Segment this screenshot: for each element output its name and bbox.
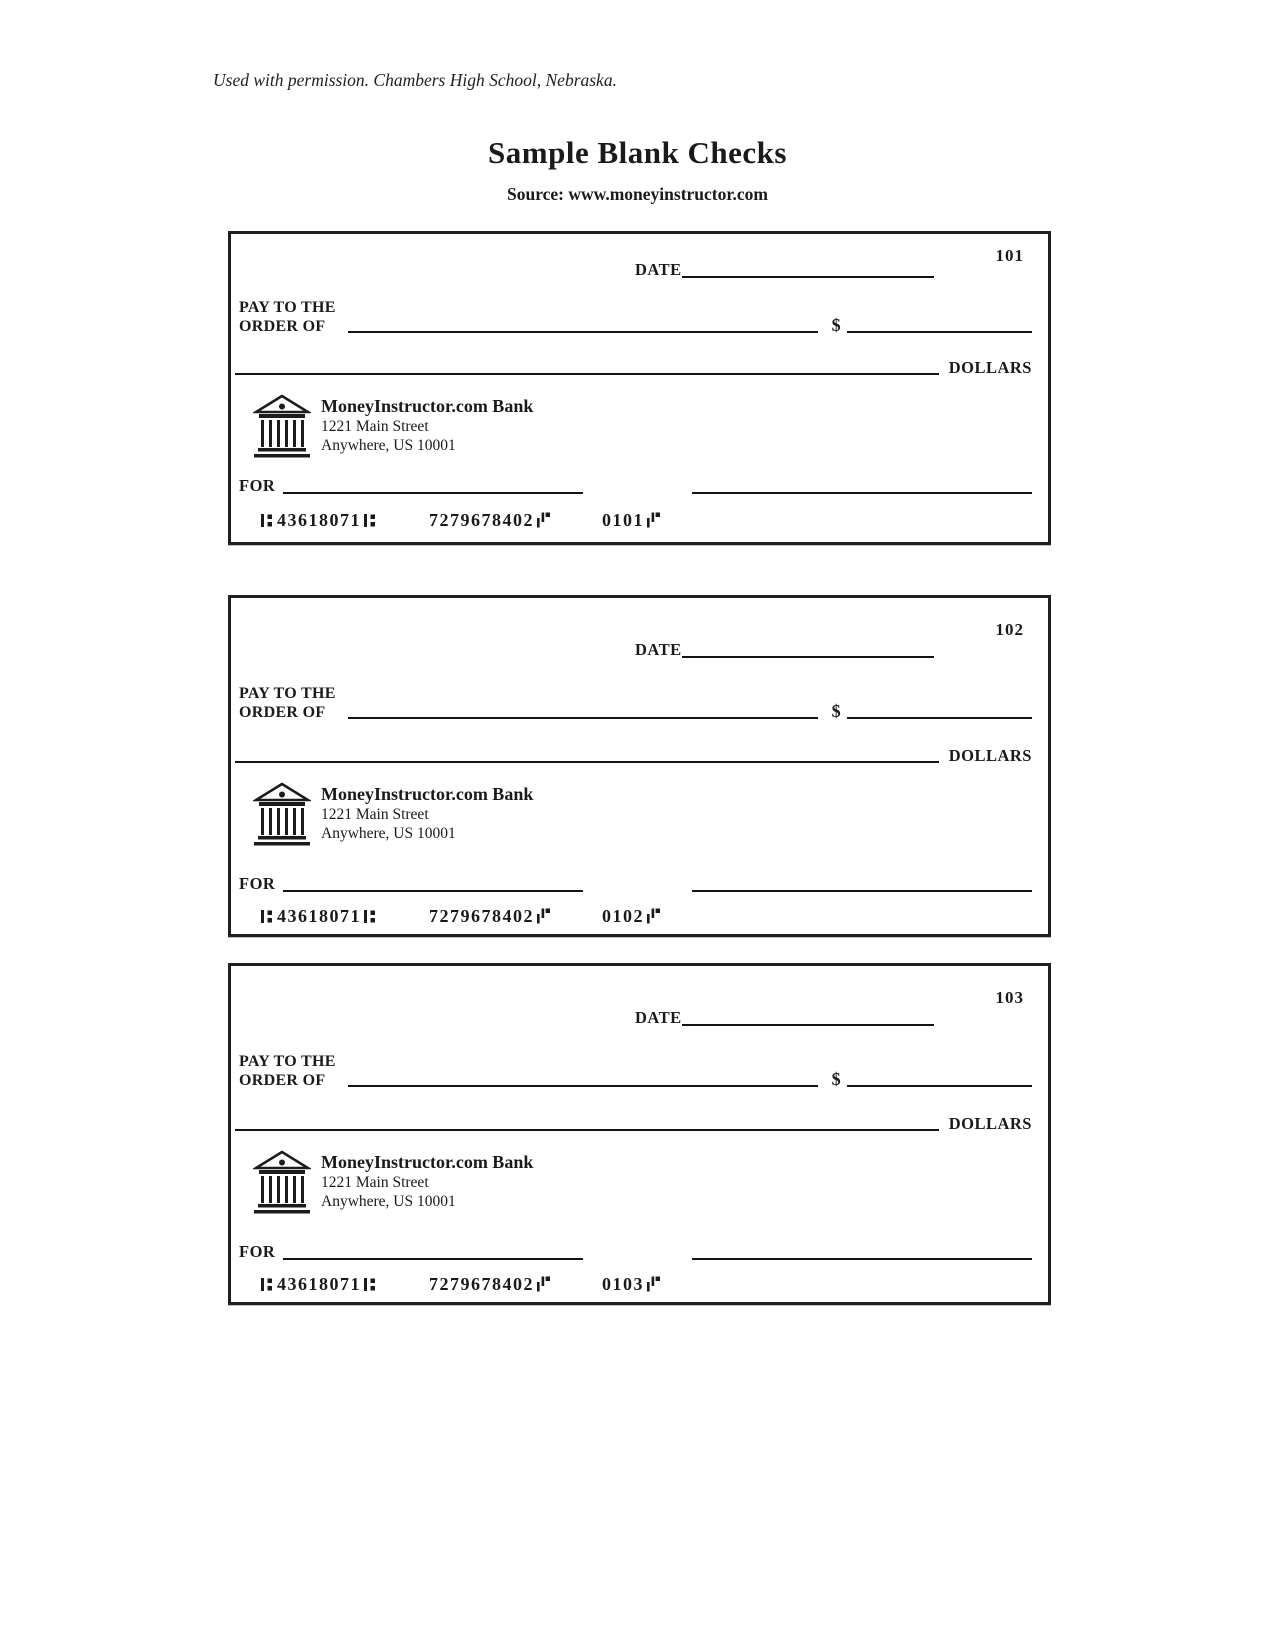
dollars-label: DOLLARS	[948, 1114, 1032, 1133]
micr-transit-icon	[364, 1276, 377, 1293]
for-blank-line	[283, 888, 583, 892]
date-label: DATE	[635, 1008, 682, 1027]
pay-to-the-order-of-label: PAY TO THE ORDER OF	[239, 1053, 336, 1089]
check-102	[228, 595, 1051, 937]
micr-transit-icon	[364, 512, 377, 529]
amount-words-blank-line	[235, 759, 939, 763]
bank-block	[253, 782, 533, 848]
source-line: Source: www.moneyinstructor.com	[506, 184, 768, 204]
date-row	[635, 1008, 934, 1028]
micr-transit-icon	[364, 908, 377, 925]
pay-to-the-order-of-label: PAY TO THE ORDER OF	[239, 685, 336, 721]
signature-blank-line	[692, 888, 1032, 892]
amount-blank-line	[847, 715, 1032, 719]
dollars-label: DOLLARS	[948, 746, 1032, 765]
micr-onus-icon	[647, 908, 660, 925]
pay-to-the-order-of-label: PAY TO THE ORDER OF	[239, 299, 336, 335]
micr-transit-icon	[261, 512, 274, 529]
date-row	[635, 260, 934, 280]
payee-blank-line	[348, 1083, 818, 1087]
routing-number: 43618071	[277, 1274, 361, 1294]
amount-blank-line	[847, 329, 1032, 333]
dollars-row	[235, 358, 1032, 378]
bank-address-line1: 1221 Main Street	[321, 1174, 429, 1191]
for-blank-line	[283, 490, 583, 494]
for-row	[239, 874, 1032, 894]
bank-text	[321, 394, 533, 455]
bank-text	[321, 782, 533, 843]
micr-onus-icon	[647, 512, 660, 529]
micr-check-number: 0102	[602, 906, 644, 926]
micr-onus-icon	[537, 512, 550, 529]
check-101	[228, 231, 1051, 545]
date-label: DATE	[635, 640, 682, 659]
bank-building-icon	[253, 1150, 311, 1216]
dollar-sign: $	[831, 1069, 841, 1089]
micr-account-group	[429, 906, 550, 927]
dollar-sign: $	[831, 315, 841, 335]
payee-row	[239, 1052, 1032, 1090]
bank-name: MoneyInstructor.com Bank	[321, 784, 534, 804]
micr-transit-icon	[261, 908, 274, 925]
bank-text	[321, 1150, 533, 1211]
micr-account-group	[429, 510, 550, 531]
micr-transit-icon	[261, 1276, 274, 1293]
micr-onus-icon	[647, 1276, 660, 1293]
micr-onus-icon	[537, 908, 550, 925]
bank-building-icon	[253, 394, 311, 460]
routing-number: 43618071	[277, 510, 361, 530]
for-row	[239, 1242, 1032, 1262]
payee-row	[239, 298, 1032, 336]
account-number: 7279678402	[429, 510, 534, 530]
amount-words-blank-line	[235, 371, 939, 375]
date-row	[635, 640, 934, 660]
dollars-row	[235, 746, 1032, 766]
micr-line	[261, 1274, 660, 1295]
date-label: DATE	[635, 260, 682, 279]
payee-blank-line	[348, 329, 818, 333]
amount-blank-line	[847, 1083, 1032, 1087]
micr-line	[261, 906, 660, 927]
for-label: FOR	[239, 1242, 276, 1261]
checks-list	[228, 231, 1051, 1305]
dollar-sign: $	[831, 701, 841, 721]
dollars-label: DOLLARS	[948, 358, 1032, 377]
bank-building-icon	[253, 782, 311, 848]
check-103	[228, 963, 1051, 1305]
check-number: 103	[995, 988, 1024, 1007]
bank-name: MoneyInstructor.com Bank	[321, 396, 534, 416]
micr-routing-group	[261, 510, 377, 531]
bank-name: MoneyInstructor.com Bank	[321, 1152, 534, 1172]
for-blank-line	[283, 1256, 583, 1260]
micr-account-group	[429, 1274, 550, 1295]
micr-check-number-group	[602, 1274, 660, 1295]
dollars-row	[235, 1114, 1032, 1134]
micr-routing-group	[261, 1274, 377, 1295]
micr-line	[261, 510, 660, 531]
bank-address-line1: 1221 Main Street	[321, 418, 429, 435]
micr-routing-group	[261, 906, 377, 927]
micr-check-number-group	[602, 510, 660, 531]
micr-check-number-group	[602, 906, 660, 927]
signature-blank-line	[692, 490, 1032, 494]
date-blank-line	[682, 654, 934, 658]
check-number: 102	[995, 620, 1024, 639]
bank-address-line1: 1221 Main Street	[321, 806, 429, 823]
date-blank-line	[682, 274, 934, 278]
bank-address-line2: Anywhere, US 10001	[321, 825, 456, 842]
bank-block	[253, 1150, 533, 1216]
amount-words-blank-line	[235, 1127, 939, 1131]
micr-check-number: 0103	[602, 1274, 644, 1294]
micr-check-number: 0101	[602, 510, 644, 530]
check-number: 101	[995, 246, 1024, 265]
micr-onus-icon	[537, 1276, 550, 1293]
routing-number: 43618071	[277, 906, 361, 926]
bank-address-line2: Anywhere, US 10001	[321, 437, 456, 454]
account-number: 7279678402	[429, 906, 534, 926]
bank-address-line2: Anywhere, US 10001	[321, 1193, 456, 1210]
bank-block	[253, 394, 533, 460]
payee-row	[239, 684, 1032, 722]
for-label: FOR	[239, 476, 276, 495]
payee-blank-line	[348, 715, 818, 719]
date-blank-line	[682, 1022, 934, 1026]
account-number: 7279678402	[429, 1274, 534, 1294]
for-label: FOR	[239, 874, 276, 893]
for-row	[239, 476, 1032, 496]
permission-note: Used with permission. Chambers High School, Nebraska.	[213, 70, 617, 90]
page-title: Sample Blank Checks	[488, 135, 787, 170]
signature-blank-line	[692, 1256, 1032, 1260]
